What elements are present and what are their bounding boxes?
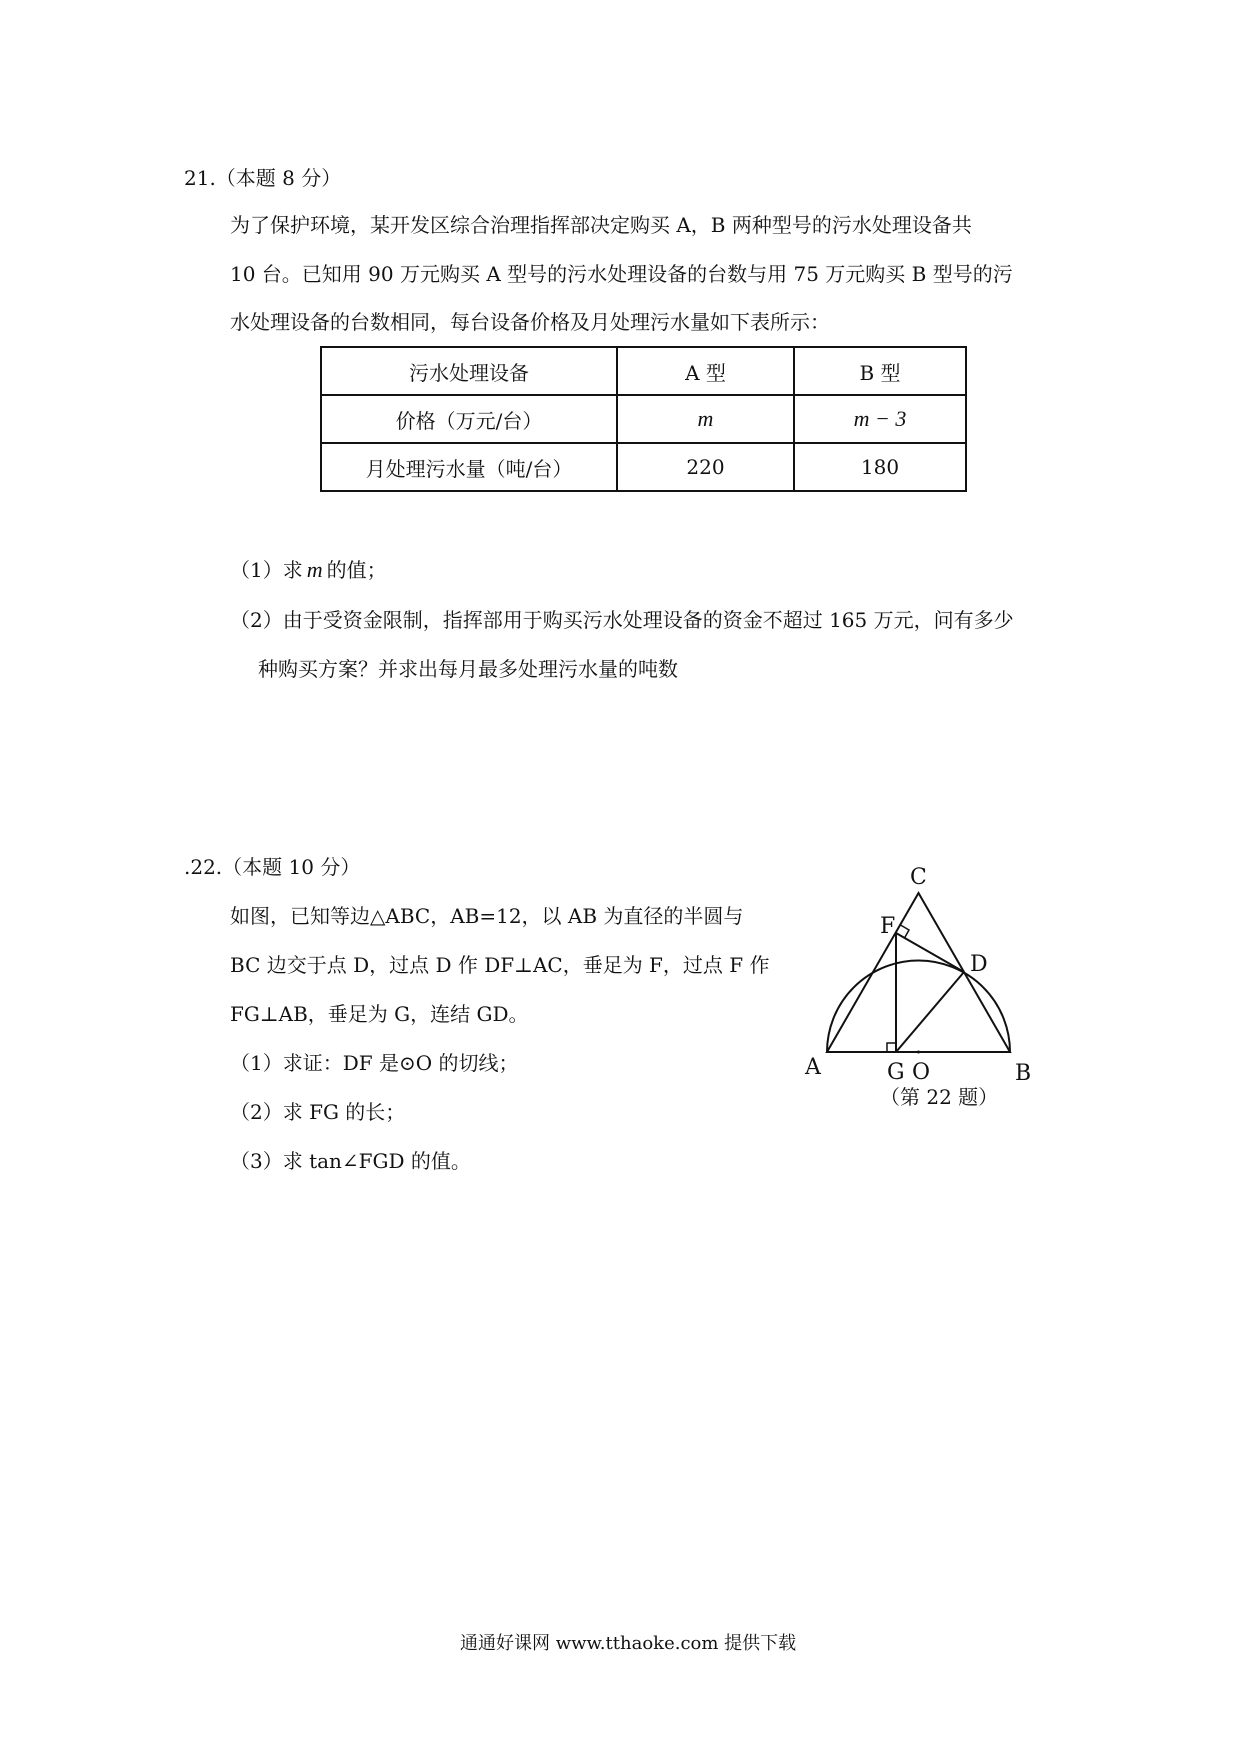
table-cell: A 型	[617, 347, 794, 395]
table-cell: 污水处理设备	[321, 347, 617, 395]
table-cell: 月处理污水量（吨/台）	[321, 443, 617, 491]
q22-figure	[800, 860, 1060, 1085]
table-cell: 价格（万元/台）	[321, 395, 617, 443]
q22-sub1: （1）求证：DF 是⊙O 的切线；	[230, 1051, 519, 1075]
table-header-row	[321, 347, 966, 395]
q22-line-1: 如图，已知等边△ABC，AB=12，以 AB 为直径的半圆与	[230, 904, 744, 928]
table-cell: 220	[617, 443, 794, 491]
q21-sub1-prefix: （1）求	[230, 558, 303, 582]
q21-table	[320, 346, 967, 492]
q21-line-1: 为了保护环境，某开发区综合治理指挥部决定购买 A，B 两种型号的污水处理设备共	[230, 213, 972, 237]
figure-caption: （第 22 题）	[880, 1085, 999, 1109]
page-footer: 通通好课网 www.tthaoke.com 提供下载	[460, 1633, 797, 1654]
table-cell: m − 3	[794, 395, 966, 443]
segment-gd	[896, 972, 964, 1052]
label-g: G	[887, 1060, 905, 1085]
table-cell: 180	[794, 443, 966, 491]
table-cell: B 型	[794, 347, 966, 395]
q21-header: 21.（本题 8 分）	[184, 166, 342, 190]
q22-sub3: （3）求 tan∠FGD 的值。	[230, 1149, 471, 1173]
label-c: C	[910, 865, 927, 890]
right-angle-mark-g	[887, 1043, 896, 1052]
q21-line-3: 水处理设备的台数相同，每台设备价格及月处理污水量如下表所示：	[230, 310, 830, 334]
q21-sub1-var: m	[306, 557, 323, 582]
q22-header: .22.（本题 10 分）	[184, 855, 361, 879]
label-b: B	[1015, 1061, 1032, 1085]
center-point-o	[917, 1051, 920, 1054]
q21-sub1-suffix: 的值；	[326, 558, 387, 582]
q22-line-2: BC 边交于点 D，过点 D 作 DF⊥AC，垂足为 F，过点 F 作	[230, 953, 770, 977]
q21-sub1	[230, 557, 387, 583]
table-row	[321, 443, 966, 491]
label-d: D	[970, 952, 988, 977]
q22-line-3: FG⊥AB，垂足为 G，连结 GD。	[230, 1002, 529, 1026]
label-f: F	[880, 914, 896, 939]
table-cell: m	[617, 395, 794, 443]
q21-sub2-line-2: 种购买方案？并求出每月最多处理污水量的吨数	[258, 657, 678, 681]
label-o: O	[912, 1060, 931, 1085]
table-row	[321, 395, 966, 443]
q21-sub2-line-1: （2）由于受资金限制，指挥部用于购买污水处理设备的资金不超过 165 万元，问有多少	[230, 608, 1014, 632]
q21-line-2: 10 台。已知用 90 万元购买 A 型号的污水处理设备的台数与用 75 万元购买 B 型号的污	[230, 262, 1013, 286]
label-a: A	[805, 1055, 821, 1080]
q22-sub2: （2）求 FG 的长；	[230, 1100, 406, 1124]
